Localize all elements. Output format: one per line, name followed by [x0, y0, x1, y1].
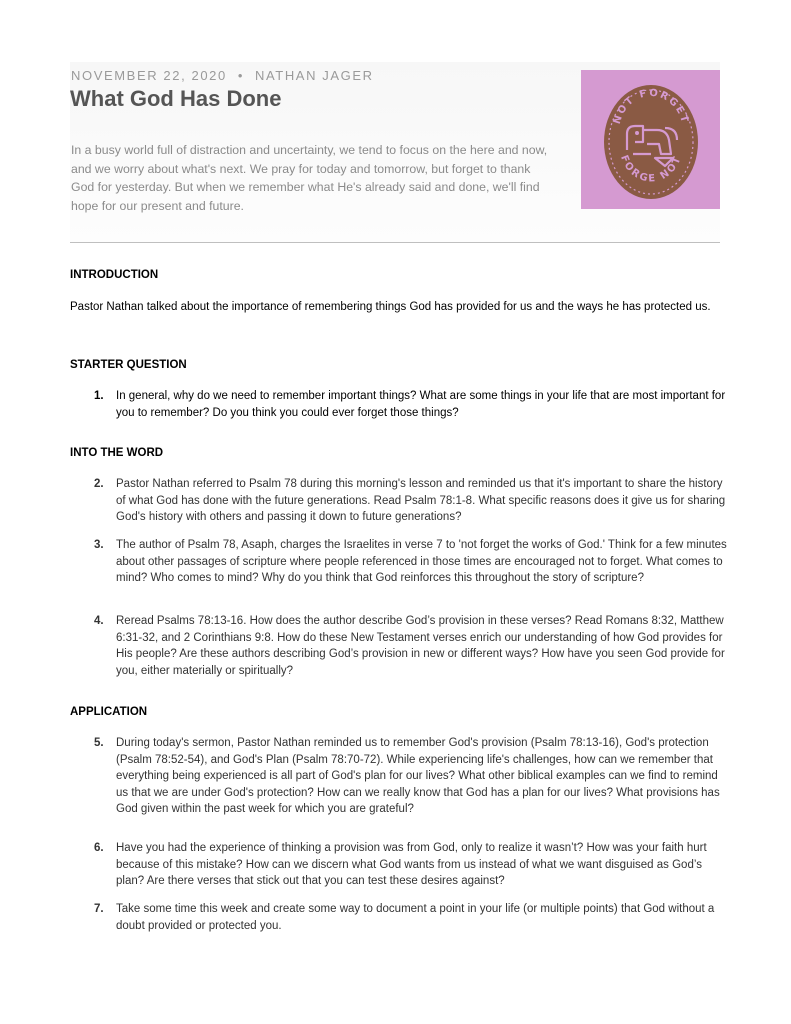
question-item [70, 840, 730, 890]
introduction-text: Pastor Nathan talked about the importance of remembering things God has provided for us and the ways he has protected us. [70, 301, 711, 313]
question-number: 7. [94, 903, 104, 915]
question-text: In general, why do we need to remember important things? What are some things in your life that are most important for you to remember? Do you think you could ever forget those things? [116, 390, 726, 419]
into-the-word-heading: INTO THE WORD [70, 447, 164, 459]
sermon-artwork [581, 70, 720, 209]
forget-not-badge-icon [581, 70, 720, 209]
sermon-author: NATHAN JAGER [254, 68, 374, 83]
question-text: During today's sermon, Pastor Nathan reminded us to remember God's provision (Psalm 78:13-16), God's protection (Psalm 78:52-54), and God's Plan (Psalm 78:70-72). While experiencing life's challenges, how can we remember that everything being experienced is all part of God's plan for our lives? What other biblical examples can we find to remind us that we are under God's protection? How can we really know that God has a plan for our lives? What provisions has God given within the past week for which you are grateful? [116, 737, 720, 815]
question-number: 5. [94, 737, 104, 749]
question-item [70, 388, 730, 421]
question-number: 1. [94, 390, 104, 402]
sermon-meta [71, 68, 374, 83]
application-heading: APPLICATION [70, 706, 148, 718]
page-title: What God Has Done [70, 86, 282, 111]
question-number: 4. [94, 615, 104, 627]
starter-question-heading: STARTER QUESTION [70, 359, 187, 371]
question-item [70, 537, 730, 587]
question-item [70, 476, 730, 526]
header-divider [70, 242, 720, 243]
badge-top-text: NOT FORGET [611, 87, 691, 126]
question-number: 2. [94, 478, 104, 490]
question-text: Reread Psalms 78:13-16. How does the author describe God’s provision in these verses? Read Romans 8:32, Matthew 6:31-32, and 2 Corinthians 9:8. How do these New Testament verses enrich our understanding of how God provides for His people? Are these authors describing God’s provision in new or different ways? How have you seen God provide for you, either materially or spiritually? [116, 615, 725, 677]
question-item [70, 735, 730, 818]
sermon-summary: In a busy world full of distraction and uncertainty, we tend to focus on the here and now, and we worry about what's next. We pray for today and tomorrow, but forget to thank God for yesterday. But when we remember what He's already said and done, we'll find hope for our present and future. [71, 143, 548, 213]
question-number: 3. [94, 539, 104, 551]
question-item [70, 901, 730, 934]
question-item [70, 613, 730, 679]
question-text: Take some time this week and create some way to document a point in your life (or multiple points) that God without a doubt provided or protected you. [116, 903, 715, 932]
question-text: Pastor Nathan referred to Psalm 78 during this morning's lesson and reminded us that it's important to share the history of what God has done with the future generations. Read Psalm 78:1-8. What specific reasons does it give us for sharing God's history with others and passing it down to future generations? [116, 478, 726, 523]
introduction-heading: INTRODUCTION [70, 269, 159, 281]
question-text: The author of Psalm 78, Asaph, charges the Israelites in verse 7 to 'not forget the works of God.' Think for a few minutes about other passages of scripture where people referenced in those times are encouraged not to forget. What comes to mind? Who comes to mind? Why do you think that God reinforces this throughout the story of scripture? [116, 539, 727, 584]
question-number: 6. [94, 842, 104, 854]
meta-separator: • [237, 68, 244, 83]
sermon-date: NOVEMBER 22, 2020 [71, 68, 227, 83]
question-text: Have you had the experience of thinking a provision was from God, only to realize it wasn’t? How was your faith hurt because of this mistake? How can we discern what God wants from us instead of what we want disguised as God’s plan? Are there verses that stick out that you can test these desires against? [116, 842, 707, 887]
badge-bottom-text: FORGE NOT [618, 153, 684, 185]
